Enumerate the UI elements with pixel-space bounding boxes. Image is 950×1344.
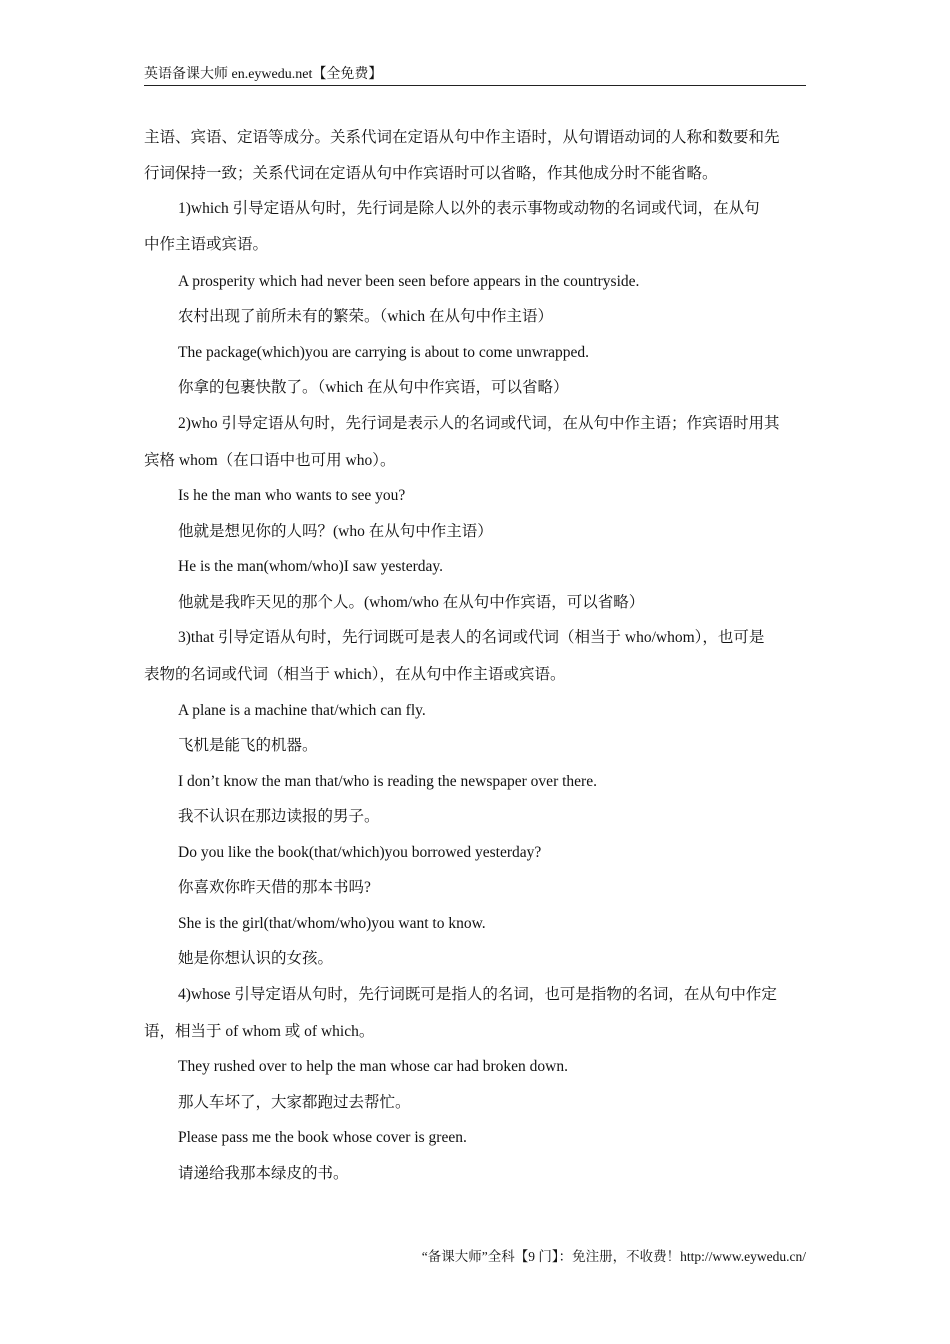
text-line: 那人车坏了，大家都跑过去帮忙。 <box>178 1093 411 1111</box>
text-line: 飞机是能飞的机器。 <box>178 737 318 754</box>
text-line: I don’t know the man that/who is reading the newspaper over there. <box>178 772 597 790</box>
document-body <box>144 124 806 1195</box>
footer-text: “备课大师”全科【9 门】：免注册，不收费！http://www.eywedu.cn/ <box>421 1249 806 1264</box>
text-line: They rushed over to help the man whose car had broken down. <box>178 1058 568 1075</box>
text-line: 他就是想见你的人吗？(who 在从句中作主语） <box>178 522 493 540</box>
text-line: 她是你想认识的女孩。 <box>178 950 334 967</box>
text-line: He is the man(whom/who)I saw yesterday. <box>178 558 444 575</box>
page-footer <box>422 1248 806 1266</box>
text-line: Please pass me the book whose cover is green. <box>178 1129 467 1146</box>
page-header <box>144 66 806 86</box>
header-text: 英语备课大师 en.eywedu.net【全免费】 <box>144 67 383 82</box>
text-line: 语，相当于 of whom 或 of which。 <box>144 1022 375 1040</box>
text-line: 2)who 引导定语从句时，先行词是表示人的名词或代词，在从句中作主语；作宾语时用其 <box>178 414 780 432</box>
text-line: 他就是我昨天见的那个人。(whom/who 在从句中作宾语，可以省略） <box>178 593 645 611</box>
text-line: A prosperity which had never been seen before appears in the countryside. <box>178 272 640 290</box>
text-line: She is the girl(that/whom/who)you want to know. <box>178 914 486 932</box>
text-line: 我不认识在那边读报的男子。 <box>178 808 380 825</box>
text-line: 宾格 whom（在口语中也可用 who）。 <box>144 451 396 469</box>
text-line: 3)that 引导定语从句时，先行词既可是表人的名词或代词（相当于 who/whom），也可是 <box>178 629 765 646</box>
text-line: 行词保持一致；关系代词在定语从句中作宾语时可以省略，作其他成分时不能省略。 <box>144 164 718 182</box>
text-line: 表物的名词或代词（相当于 which），在从句中作主语或宾语。 <box>144 666 566 683</box>
text-line: A plane is a machine that/which can fly. <box>178 701 426 719</box>
text-line: 你喜欢你昨天借的那本书吗? <box>178 879 371 896</box>
text-line: 4)whose 引导定语从句时，先行词既可是指人的名词，也可是指物的名词，在从句中作定 <box>178 985 777 1003</box>
text-line: The package(which)you are carrying is about to come unwrapped. <box>178 343 590 361</box>
text-line: Is he the man who wants to see you? <box>178 487 406 504</box>
text-line: 1)which 引导定语从句时，先行词是除人以外的表示事物或动物的名词或代词，在从句 <box>178 200 760 217</box>
text-line: 中作主语或宾语。 <box>144 235 269 253</box>
text-line: 主语、宾语、定语等成分。关系代词在定语从句中作主语时，从句谓语动词的人称和数要和先 <box>144 129 780 146</box>
text-line: 农村出现了前所未有的繁荣。（which 在从句中作主语） <box>178 308 554 325</box>
text-line: Do you like the book(that/which)you borrowed yesterday? <box>178 843 542 861</box>
text-line: 你拿的包裹快散了。（which 在从句中作宾语，可以省略） <box>178 379 569 396</box>
text-line: 请递给我那本绿皮的书。 <box>178 1164 349 1182</box>
